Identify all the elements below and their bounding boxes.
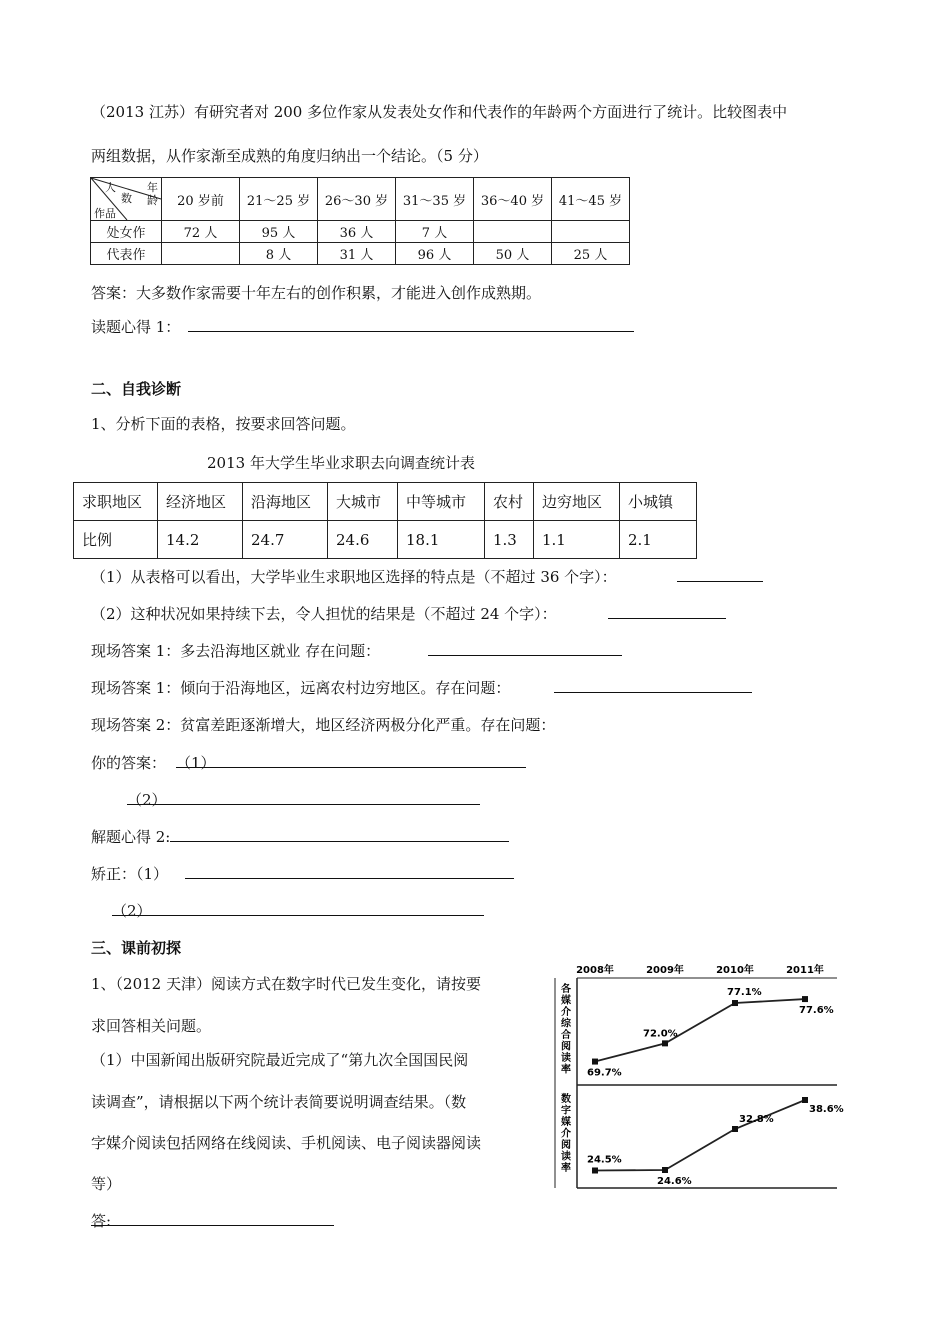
data-point [802,996,808,1002]
table-cell: 25 人 [552,243,630,265]
section3-line-4: 读调查”，请根据以下两个统计表简要说明调查结果。（数 [91,1093,467,1111]
question-line-2: 两组数据，从作家渐至成熟的角度归纳出一个结论。（5 分） [91,147,488,165]
section3-line-5: 字媒介阅读包括网络在线阅读、手机阅读、电子阅读器阅读 [91,1134,482,1152]
table-cell: 2.1 [620,521,697,559]
table-cell: 8 人 [240,243,318,265]
table-corner-cell [91,178,162,221]
scene-answer-1b-blank[interactable] [554,692,752,693]
table-header-cell: 农村 [485,483,534,521]
data-label: 32.8% [739,1114,774,1125]
table-cell: 24.7 [243,521,328,559]
sub-question-1-blank[interactable] [677,581,763,582]
corner-text: 人 [105,181,116,194]
table-cell: 7 人 [396,221,474,243]
scene-answer-1: 现场答案 1：多去沿海地区就业 存在问题： [91,642,381,660]
data-label: 38.6% [809,1104,844,1115]
x-tick-label: 2009年 [646,965,684,976]
section-heading-3: 三、课前初探 [91,939,182,957]
scene-answer-1-blank[interactable] [428,655,622,656]
table-cell [552,221,630,243]
correct-label: 矫正：（1） [91,865,169,883]
insight-blank-1[interactable] [188,331,634,332]
section3-line-6: 等） [91,1175,122,1193]
data-label: 24.6% [657,1176,692,1187]
table-header-cell: 经济地区 [158,483,243,521]
table-cell: 31 人 [318,243,396,265]
data-label: 72.0% [643,1028,678,1040]
table-header-cell: 20 岁前 [162,178,240,221]
table-cell: 36 人 [318,221,396,243]
data-point [592,1059,598,1065]
series-name-label: 数字媒介阅读率 [561,1094,571,1174]
corner-text: 作品 [94,207,116,220]
data-label: 77.1% [727,987,762,999]
table-header-cell: 36～40 岁 [474,178,552,221]
section3-line-1: 1、（2012 天津）阅读方式在数字时代已发生变化，请按要 [91,975,481,993]
table-header-cell: 大城市 [328,483,398,521]
x-tick-label: 2011年 [786,965,824,976]
table-cell: 72 人 [162,221,240,243]
author-age-table [90,177,630,265]
scene-answer-2: 现场答案 2：贫富差距逐渐增大，地区经济两极分化严重。存在问题： [91,716,556,734]
table-cell: 1.3 [485,521,534,559]
insight-label-2: 解题心得 2: [91,828,171,846]
data-point [662,1167,668,1173]
table-row-label: 代表作 [91,243,162,265]
table-cell: 18.1 [398,521,485,559]
corner-text: 年 [147,181,158,194]
your-answer-1-label: （1） [176,754,216,772]
table-header-cell: 41～45 岁 [552,178,630,221]
answer-text: 答案：大多数作家需要十年左右的创作积累，才能进入创作成熟期。 [91,284,542,302]
corner-text: 数 [121,192,132,205]
table-row [91,221,630,243]
scene-answer-1b: 现场答案 1：倾向于沿海地区，远离农村边穷地区。存在问题： [91,679,511,697]
data-point [662,1040,668,1046]
answer-blank-3[interactable] [91,1225,334,1226]
your-answer-label: 你的答案： [91,754,167,772]
table-header-cell: 小城镇 [620,483,697,521]
table-cell: 1.1 [534,521,620,559]
data-label: 69.7% [587,1067,622,1079]
table-cell [162,243,240,265]
table-header-cell: 中等城市 [398,483,485,521]
table-row-label: 处女作 [91,221,162,243]
correct-2-label: （2） [112,902,152,920]
table-cell: 95 人 [240,221,318,243]
data-point [802,1097,808,1103]
table-header-cell: 沿海地区 [243,483,328,521]
section3-line-2: 求回答相关问题。 [91,1017,212,1035]
reading-rate-chart [555,960,844,1192]
your-answer-1-blank[interactable] [176,767,526,768]
series-line [595,999,805,1061]
table-row [91,243,630,265]
table-cell: 比例 [74,521,158,559]
table-row [74,483,697,521]
table-cell: 96 人 [396,243,474,265]
table-header-cell: 21～25 岁 [240,178,318,221]
answer-label-3: 答: [91,1212,112,1230]
table-title: 2013 年大学生毕业求职去向调查统计表 [207,454,475,472]
table-header-cell: 26～30 岁 [318,178,396,221]
table-cell [474,221,552,243]
question-line-1: （2013 江苏）有研究者对 200 多位作家从发表处女作和代表作的年龄两个方面进行了统计。比较图表中 [91,103,788,121]
data-point [732,1000,738,1006]
table-row [74,521,697,559]
correct-1-blank[interactable] [185,878,514,879]
table-header-cell: 求职地区 [74,483,158,521]
question-1: 1、分析下面的表格，按要求回答问题。 [91,415,356,433]
table-cell: 24.6 [328,521,398,559]
x-tick-label: 2008年 [576,965,614,976]
table-header-cell: 31～35 岁 [396,178,474,221]
your-answer-2-label: （2） [127,791,167,809]
series-name-label: 各媒介综合阅读率 [561,984,571,1076]
corner-text: 龄 [147,194,158,207]
your-answer-2-blank[interactable] [127,804,480,805]
data-point [592,1168,598,1174]
table-cell: 50 人 [474,243,552,265]
data-point [732,1126,738,1132]
section-heading-2: 二、自我诊断 [91,380,182,398]
section3-line-3: （1）中国新闻出版研究院最近完成了“第九次全国国民阅 [91,1051,469,1069]
data-label: 24.5% [587,1154,622,1166]
correct-2-blank[interactable] [112,915,484,916]
sub-question-1: （1）从表格可以看出，大学毕业生求职地区选择的特点是（不超过 36 个字）： [91,568,617,586]
insight-label-1: 读题心得 1： [91,318,181,336]
table-header-cell: 边穷地区 [534,483,620,521]
sub-question-2: （2）这种状况如果持续下去，令人担忧的结果是（不超过 24 个字）： [91,605,557,623]
series-line [595,1100,805,1171]
insight-blank-2[interactable] [170,841,509,842]
x-tick-label: 2010年 [716,965,754,976]
job-region-table [73,482,697,559]
table-cell: 14.2 [158,521,243,559]
sub-question-2-blank[interactable] [608,618,726,619]
data-label: 77.6% [799,1005,834,1017]
